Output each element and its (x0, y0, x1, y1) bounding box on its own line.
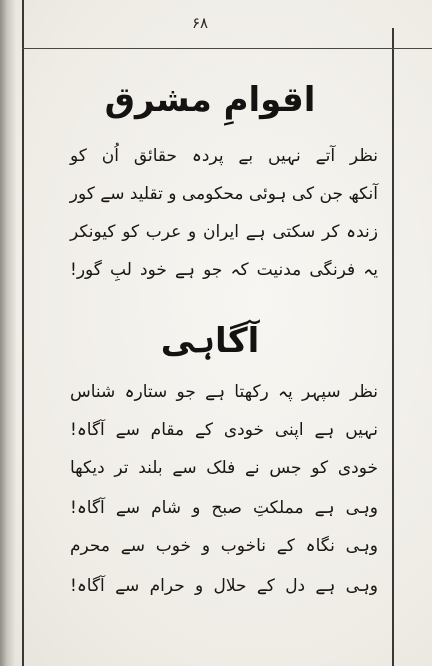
header-rule (22, 48, 432, 49)
poem-title-aagahi: آگاہی (160, 321, 260, 361)
poem-1-line-3: زندہ کر سکتی ہے ایران و عرب کو کیونکر (70, 222, 378, 242)
poem-1-line-1: نظر آتے نہیں بے پردہ حقائق اُن کو (70, 146, 378, 166)
poem-2-line-6: وہی ہے دل کے حلال و حرام سے آگاہ! (70, 576, 378, 596)
poem-title-aqwam-e-mashriq: اقوامِ مشرق (104, 80, 316, 120)
poem-2-line-1: نظر سپہر پہ رکھتا ہے جو ستارہ شناس (70, 382, 378, 402)
page-gutter-shadow (0, 0, 16, 666)
right-margin-rule (392, 28, 394, 666)
poem-2-line-2: نہیں ہے اپنی خودی کے مقام سے آگاہ! (70, 420, 378, 440)
poem-2-line-3: خودی کو جس نے فلک سے بلند تر دیکھا (70, 458, 378, 478)
page-number: ۶۸ (191, 14, 209, 32)
left-margin-rule (22, 0, 24, 666)
poem-2-line-4: وہی ہے مملکتِ صبح و شام سے آگاہ! (70, 498, 378, 518)
poem-1-line-2: آنکھ جن کی ہوئی محکومی و تقلید سے کور (69, 184, 378, 204)
poem-1-line-4: یہ فرنگی مدنیت کہ جو ہے خود لبِ گور! (70, 260, 378, 280)
poem-2-line-5: وہی نگاہ کے ناخوب و خوب سے محرم (70, 536, 378, 556)
